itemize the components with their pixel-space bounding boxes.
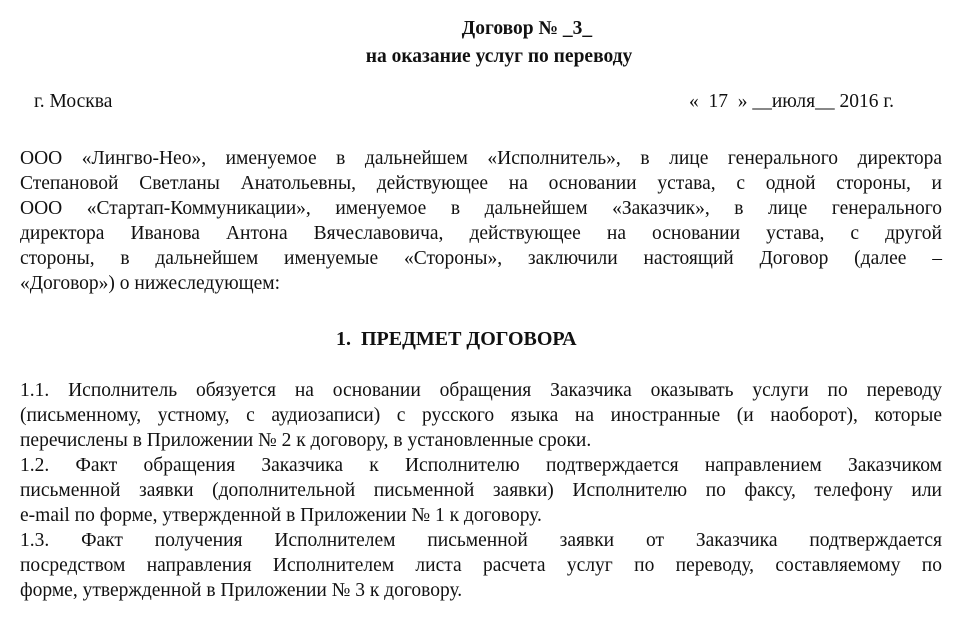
clause-line: 1.3. Факт получения Исполнителем письменной заявки от Заказчика подтверждается <box>20 530 942 551</box>
clause-line: 1.2. Факт обращения Заказчика к Исполнителю подтверждается направлением Заказчиком <box>20 455 942 476</box>
clause-line-text: форме, утвержденной в Приложении № 3 к договору. <box>20 580 463 601</box>
preamble-line: директора Иванова Антона Вячеславовича, действующее на основании устава, с другой <box>20 223 942 244</box>
clause-line-text: e-mail по форме, утвержденной в Приложении № 1 к договору. <box>20 505 542 526</box>
section-title: 1. ПРЕДМЕТ ДОГОВОРА <box>336 328 577 350</box>
clause-line: 1.1. Исполнитель обязуется на основании обращения Заказчика оказывать услуги по переводу <box>20 380 942 401</box>
preamble-line: ООО «Стартап-Коммуникации», именуемое в дальнейшем «Заказчик», в лице генерального <box>20 198 942 219</box>
preamble-line: стороны, в дальнейшем именуемые «Стороны», заключили настоящий Договор (далее – <box>20 248 942 269</box>
preamble-line: ООО «Лингво-Нео», именуемое в дальнейшем «Исполнитель», в лице генерального директора <box>20 148 942 169</box>
preamble-line: Степановой Светланы Анатольевны, действующее на основании устава, с одной стороны, и <box>20 173 942 194</box>
preamble-line <box>20 272 942 296</box>
clause-line: (письменному, устному, с аудиозаписи) с русского языка на иностранные (и наоборот), которые <box>20 405 942 426</box>
clause-line: письменной заявки (дополнительной письменной заявки) Исполнителю по факсу, телефону или <box>20 480 942 501</box>
contract-city: г. Москва <box>34 91 113 112</box>
clause-line-text: перечислены в Приложении № 2 к договору, в установленные сроки. <box>20 430 592 451</box>
clause-line <box>20 504 942 528</box>
contract-date: « 17 » __июля__ 2016 г. <box>689 91 895 112</box>
clause-line <box>20 579 942 603</box>
preamble-line-text: «Договор») о нижеследующем: <box>20 273 281 294</box>
clause-line: посредством направления Исполнителем листа расчета услуг по переводу, составляемому по <box>20 555 942 576</box>
contract-title: Договор № _3_ <box>461 18 593 39</box>
clause-line <box>20 429 942 453</box>
contract-subtitle: на оказание услуг по переводу <box>365 46 633 67</box>
